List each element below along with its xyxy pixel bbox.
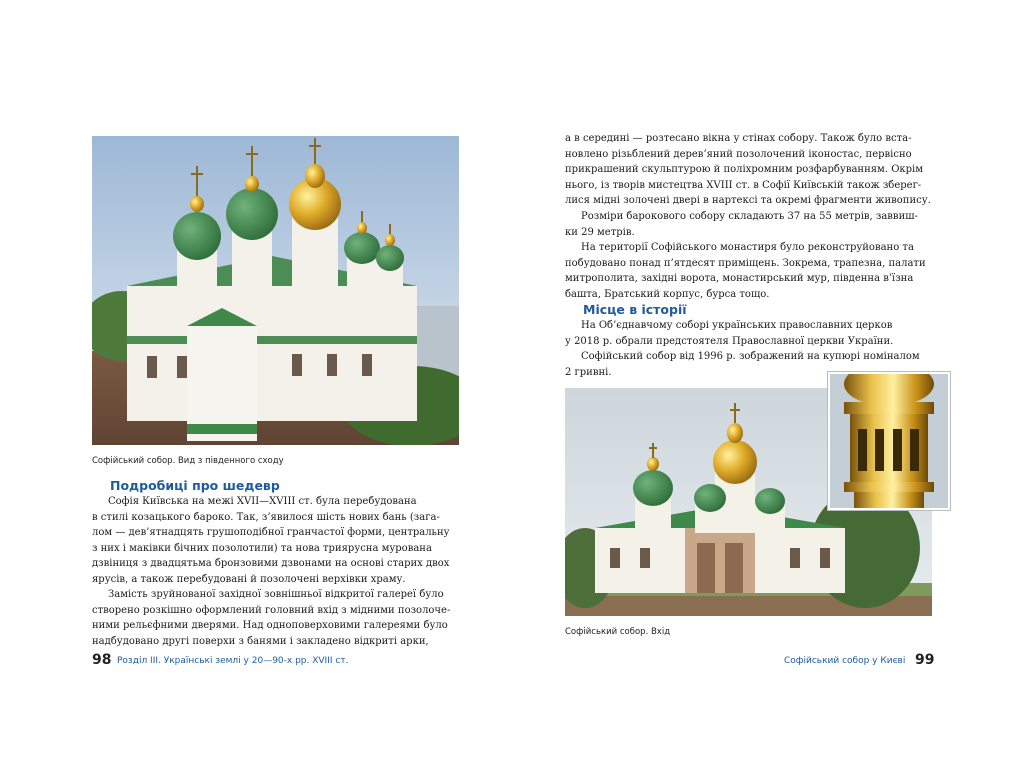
left-paragraph-1 [92, 494, 459, 588]
running-header-left: Розділ ІІІ. Українські землі у 20—90-х рр. XVIII ст. [117, 656, 349, 666]
golden-dome-detail-photo [828, 372, 950, 510]
text-line: надбудовано другі поверхи з банями і закладено відкриті арки, [92, 635, 429, 647]
text-line: з них і маківки бічних позолотили) та нова триярусна мурована [92, 542, 432, 554]
text-line: ними рельєфними дверями. Над одноповерховими галереями було [92, 620, 448, 632]
text-line: лися мідні золочені двері в нартексі та окремі фрагменти живопису. [565, 195, 931, 207]
text-line: ярусів, а також перебудовані й позолочені верхівки храму. [92, 573, 406, 585]
cathedral-photo-icon [92, 136, 459, 445]
text-line: у 2018 р. обрали предстоятеля Православної церкви України. [565, 335, 894, 347]
page-number-right: 99 [915, 652, 935, 668]
text-line: ки 29 метрів. [565, 226, 635, 238]
right-paragraph-3 [565, 240, 932, 302]
text-line: нього, із творів мистецтва XVIII ст. в Софії Київській також зберег- [565, 179, 922, 191]
right-paragraph-4 [565, 318, 932, 349]
section-heading-history: Місце в історії [583, 302, 687, 317]
text-line: лом — дев’ятнадцять грушоподібної гранчастої форми, центральну [92, 527, 450, 539]
text-line: новлено різьблений дерев’яний позолочений іконостас, первісно [565, 148, 912, 160]
right-paragraph-5 [565, 349, 920, 380]
text-line: побудовано понад п’ятдесят приміщень. Зокрема, трапезна, палати [565, 257, 926, 269]
text-line: 2 гривні. [565, 366, 612, 378]
text-line: а в середині — розтесано вікна у стінах собору. Також було вста- [565, 133, 912, 144]
text-line: створено розкішно оформлений головний вхід з мідними позолоче- [92, 604, 451, 616]
text-line: прикрашений скульптурою й поліхромним розфарбуванням. Окрім [565, 164, 924, 176]
left-photo-caption: Софійський собор. Вид з південного сходу [92, 456, 284, 466]
left-paragraph-2 [92, 587, 459, 649]
golden-dome-detail-icon [830, 374, 948, 508]
text-line: Замість зруйнованої західної зовнішньої відкритої галереї було [108, 589, 444, 600]
text-line: Софійський собор від 1996 р. зображений на купюрі номіналом [581, 351, 920, 362]
right-paragraph-1 [565, 131, 932, 209]
text-line: дзвіниця з двадцятьма бронзовими дзвонами на основі старих двох [92, 558, 450, 570]
text-line: митрополита, західні ворота, монастирський мур, південна в’їзна [565, 273, 914, 285]
cathedral-southeast-photo [92, 136, 459, 445]
text-line: в стилі козацького бароко. Так, з’явилося шість нових бань (зага- [92, 511, 440, 523]
text-line: На території Софійського монастиря було реконструйовано та [581, 242, 914, 253]
text-line: Софія Київська на межі XVII—XVIII ст. була перебудована [108, 496, 417, 507]
running-header-right: Софійський собор у Києві [784, 656, 906, 666]
section-heading-masterpiece: Подробиці про шедевр [110, 478, 280, 493]
text-line: На Об’єднавчому соборі українських православних церков [581, 320, 893, 331]
text-line: Розміри барокового собору складають 37 на 55 метрів, заввиш- [581, 211, 918, 222]
right-photo-caption: Софійський собор. Вхід [565, 627, 671, 637]
right-paragraph-2 [565, 209, 932, 240]
text-line: башта, Братський корпус, бурса тощо. [565, 288, 770, 300]
page-number-left: 98 [92, 652, 112, 668]
